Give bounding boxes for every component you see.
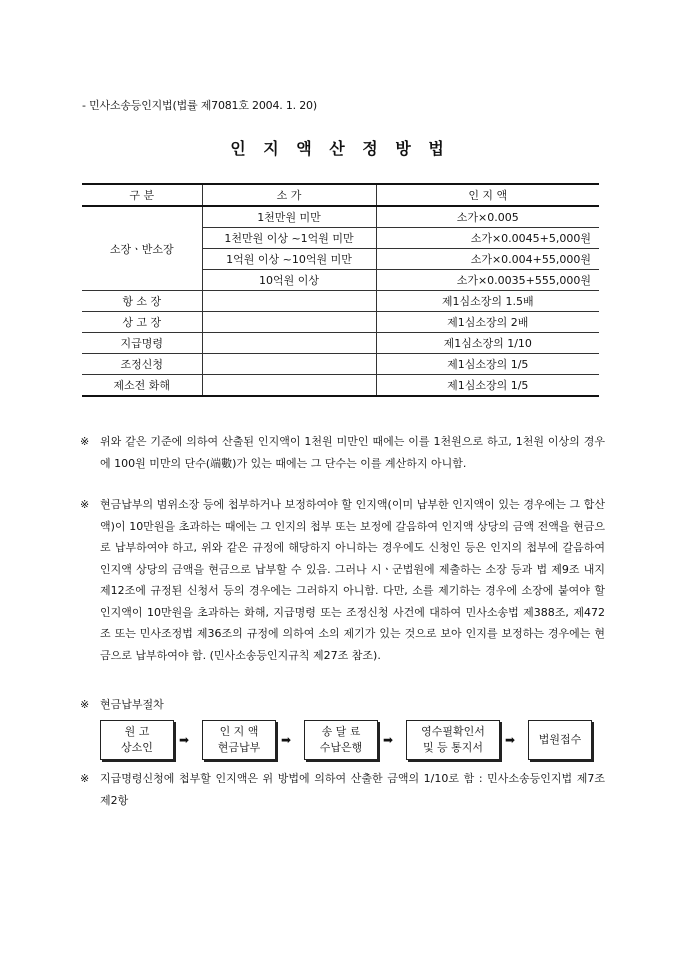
claim-value-cell: 1억원 이상 ~10억원 미만 [202,249,376,270]
note-procedure-heading [80,694,605,716]
payment-procedure-flow [100,720,600,762]
header-stamp-fee: 인 지 액 [376,184,599,206]
row-label-appeal: 항 소 장 [82,291,202,312]
header-claim-value: 소 가 [202,184,376,206]
claim-value-cell [202,291,376,312]
row-label-mediation: 조정신청 [82,354,202,375]
flow-step-line: 상소인 [121,741,153,754]
flow-step-plaintiff [100,720,174,760]
claim-value-cell: 1천만원 이상 ~1억원 미만 [202,228,376,249]
flow-step-line: 원 고 [124,725,150,738]
header-category: 구 분 [82,184,202,206]
flow-step-line: 및 등 통지서 [422,741,484,754]
fee-cell: 제1심소장의 1/10 [376,333,599,354]
group-label-complaint: 소장ㆍ반소장 [82,206,202,291]
table-row [82,375,599,397]
flow-step-line: 현금납부 [217,741,261,754]
note-mark: ※ [80,498,90,511]
fee-cell: 소가×0.005 [376,206,599,228]
flow-step-line: 송 달 료 [321,725,361,738]
claim-value-cell: 10억원 이상 [202,270,376,291]
arrow-right-icon: ➡ [383,733,394,747]
flow-step-receiving-bank [304,720,378,760]
claim-value-cell [202,312,376,333]
table-header-row [82,184,599,206]
fee-cell: 제1심소장의 1/5 [376,354,599,375]
fee-cell: 소가×0.0035+555,000원 [376,270,599,291]
note-text: 현금납부의 범위소장 등에 첩부하거나 보정하여야 할 인지액(이미 납부한 인지액이 있는 경우에는 그 합산액)이 10만원을 초과하는 때에는 그 인지의 첩부 또는 보정에 갈음하여 인지액 상당의 금액 전액을 현금으로 납부하여야 하고, 위와 같은 규정에 해당하지 아니하는 경우에도 신청인 등은 인지의 첩부에 갈음하여 인지액 상당의 금액을 현금으로 납부할 수 있음. 그러나 시ㆍ군법원에 제출하는 소장 등과 법 제9조 내지 제12조에 규정된 신청서 등의 경우에는 그러하지 아니함. 다만, 소를 제기하는 경우에 소장에 붙여야 할 인지액이 10만원을 초과하는 화해, 지급명령 또는 조정신청 사건에 대하여 민사소송법 제388조, 제472조 또는 민사조정법 제36조의 규정에 의하여 소의 제기가 있는 것으로 보아 인지를 보정하는 경우에는 현금으로 납부하여야 함. (민사소송등인지규칙 제27조 참조). [100,498,605,662]
flow-step-line: 영수필확인서 [421,725,485,738]
note-text: 지급명령신청에 첩부할 인지액은 위 방법에 의하여 산출한 금액의 1/10로 함 : 민사소송등인지법 제7조 제2항 [100,772,605,807]
note-mark: ※ [80,772,90,785]
fee-cell: 제1심소장의 1/5 [376,375,599,397]
table-row [82,333,599,354]
flow-step-line: 법원접수 [538,733,582,746]
flow-step-line: 수납은행 [319,741,363,754]
fee-cell: 소가×0.0045+5,000원 [376,228,599,249]
note-text: 현금납부절차 [100,698,164,711]
flow-step-receipt-notice [406,720,500,760]
law-source-line: - 민사소송등인지법(법률 제7081호 2004. 1. 20) [82,99,317,112]
table-row [82,206,599,228]
flow-step-line: 인 지 액 [219,725,259,738]
arrow-right-icon: ➡ [281,733,292,747]
claim-value-cell [202,333,376,354]
claim-value-cell [202,375,376,397]
row-label-final-appeal: 상 고 장 [82,312,202,333]
note-mark: ※ [80,698,90,711]
flow-step-court-filing [528,720,592,760]
fee-table [82,183,599,397]
claim-value-cell [202,354,376,375]
row-label-payment-order: 지급명령 [82,333,202,354]
fee-cell: 제1심소장의 1.5배 [376,291,599,312]
note-rounding [80,431,605,474]
flow-step-cash-payment [202,720,276,760]
note-payment-order-fee [80,768,605,811]
arrow-right-icon: ➡ [179,733,190,747]
claim-value-cell: 1천만원 미만 [202,206,376,228]
row-label-pre-suit-settlement: 제소전 화해 [82,375,202,397]
fee-cell: 소가×0.004+55,000원 [376,249,599,270]
fee-cell: 제1심소장의 2배 [376,312,599,333]
table-row [82,312,599,333]
table-row [82,354,599,375]
arrow-right-icon: ➡ [505,733,516,747]
page-title: 인 지 액 산 정 방 법 [230,139,450,158]
note-cash-payment [80,494,605,666]
note-text: 위와 같은 기준에 의하여 산출된 인지액이 1천원 미만인 때에는 이를 1천원으로 하고, 1천원 이상의 경우에 100원 미만의 단수(端數)가 있는 때에는 그 단수는 이를 계산하지 아니함. [100,435,605,470]
table-row [82,291,599,312]
note-mark: ※ [80,435,90,448]
